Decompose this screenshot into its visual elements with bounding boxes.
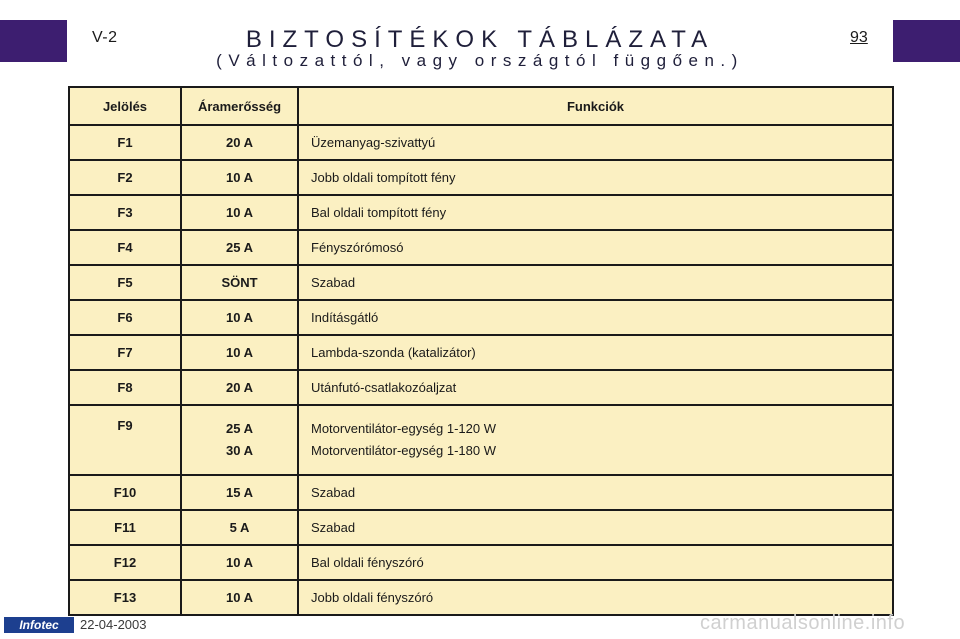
fuse-function: Utánfutó-csatlakozóaljzat xyxy=(311,379,457,395)
fuse-function: Jobb oldali tompított fény xyxy=(311,169,456,185)
header-functions: Funkciók xyxy=(298,87,893,125)
fuse-function-cell xyxy=(298,160,893,195)
table-row xyxy=(69,545,893,580)
table-row xyxy=(69,510,893,545)
table-row xyxy=(69,265,893,300)
fuse-function: Szabad xyxy=(311,519,356,535)
fuse-function-cell xyxy=(298,475,893,510)
fuse-mark: F11 xyxy=(69,510,181,545)
fuse-function-cell xyxy=(298,370,893,405)
header-amperage: Áramerősség xyxy=(181,87,298,125)
table-row xyxy=(69,475,893,510)
fuse-function-cell xyxy=(298,335,893,370)
table-row xyxy=(69,580,893,615)
fuse-mark: F2 xyxy=(69,160,181,195)
fuse-function: Üzemanyag-szivattyú xyxy=(311,134,436,150)
fuse-function-cell xyxy=(298,265,893,300)
fuse-mark: F8 xyxy=(69,370,181,405)
fuse-mark: F6 xyxy=(69,300,181,335)
fuse-amperage: 25 A xyxy=(226,239,253,255)
fuse-amperage-cell xyxy=(181,125,298,160)
fuse-amperage: 5 A xyxy=(229,519,250,535)
fuse-amperage-cell xyxy=(181,160,298,195)
fuse-mark: F12 xyxy=(69,545,181,580)
table-row xyxy=(69,300,893,335)
fuse-amperage: 20 A xyxy=(226,379,253,395)
page-subtitle: (Változattól, vagy országtól függően.) xyxy=(216,51,744,70)
fuse-amperage: 10 A xyxy=(226,309,253,325)
fuse-mark: F7 xyxy=(69,335,181,370)
table-row xyxy=(69,230,893,265)
fuse-function: Szabad xyxy=(311,274,356,290)
fuse-amperage-cell xyxy=(181,475,298,510)
fuse-amperage-cell xyxy=(181,230,298,265)
fuse-amperage: 15 A xyxy=(226,484,253,500)
fuse-function: Lambda-szonda (katalizátor) xyxy=(311,344,476,360)
page-title: BIZTOSÍTÉKOK TÁBLÁZATA xyxy=(245,26,715,53)
fuse-table-body xyxy=(69,125,893,615)
fuse-amperage-cell xyxy=(181,300,298,335)
fuse-amperage: 10 A xyxy=(226,169,253,185)
fuse-function-cell xyxy=(298,195,893,230)
fuse-mark: F9 xyxy=(69,405,181,475)
fuse-function-cell xyxy=(298,580,893,615)
fuse-function: Motorventilátor-egység 1-120 W xyxy=(311,421,496,436)
fuse-amperage: 10 A xyxy=(226,344,253,360)
fuse-amperage: 25 A xyxy=(226,421,253,436)
fuse-amperage: 10 A xyxy=(226,554,253,570)
table-row xyxy=(69,195,893,230)
fuse-amperage-cell xyxy=(181,265,298,300)
table-row xyxy=(69,125,893,160)
fuse-amperage-cell xyxy=(181,545,298,580)
fuse-amperage-cell xyxy=(181,370,298,405)
section-code: V-2 xyxy=(92,29,118,46)
page-number: 93 xyxy=(850,29,868,46)
fuse-mark: F1 xyxy=(69,125,181,160)
fuse-function: Bal oldali tompított fény xyxy=(311,204,447,220)
fuse-amperage-cell xyxy=(181,335,298,370)
fuse-function-cell xyxy=(298,125,893,160)
fuse-amperage-cell xyxy=(181,195,298,230)
fuse-amperage: SÖNT xyxy=(221,274,258,290)
header-mark: Jelölés xyxy=(69,87,181,125)
fuse-function-cell xyxy=(298,545,893,580)
fuse-function: Indításgátló xyxy=(311,309,379,325)
fuse-amperage-cell xyxy=(181,580,298,615)
fuse-table xyxy=(68,86,894,616)
fuse-amperage: 20 A xyxy=(226,134,253,150)
fuse-function-cell xyxy=(298,510,893,545)
fuse-mark: F4 xyxy=(69,230,181,265)
fuse-function-cell xyxy=(298,230,893,265)
fuse-amperage-cell xyxy=(181,510,298,545)
infotec-logo: Infotec xyxy=(4,617,74,633)
table-row xyxy=(69,405,893,475)
watermark: carmanualsonline.info xyxy=(700,612,906,634)
fuse-amperage: 10 A xyxy=(226,204,253,220)
fuse-function-cell xyxy=(298,405,893,475)
fuse-mark: F3 xyxy=(69,195,181,230)
fuse-function: Szabad xyxy=(311,484,356,500)
fuse-mark: F13 xyxy=(69,580,181,615)
fuse-function: Jobb oldali fényszóró xyxy=(311,589,434,605)
fuse-mark: F10 xyxy=(69,475,181,510)
fuse-function: Fényszórómosó xyxy=(311,239,404,255)
table-header-row xyxy=(69,87,893,125)
fuse-function: Motorventilátor-egység 1-180 W xyxy=(311,443,496,458)
table-row xyxy=(69,370,893,405)
fuse-function: Bal oldali fényszóró xyxy=(311,554,424,570)
footer-date: 22-04-2003 xyxy=(80,617,147,632)
fuse-amperage-cell xyxy=(181,405,298,475)
fuse-mark: F5 xyxy=(69,265,181,300)
fuse-function-cell xyxy=(298,300,893,335)
table-row xyxy=(69,160,893,195)
fuse-amperage: 10 A xyxy=(226,589,253,605)
table-row xyxy=(69,335,893,370)
fuse-amperage: 30 A xyxy=(226,443,253,458)
